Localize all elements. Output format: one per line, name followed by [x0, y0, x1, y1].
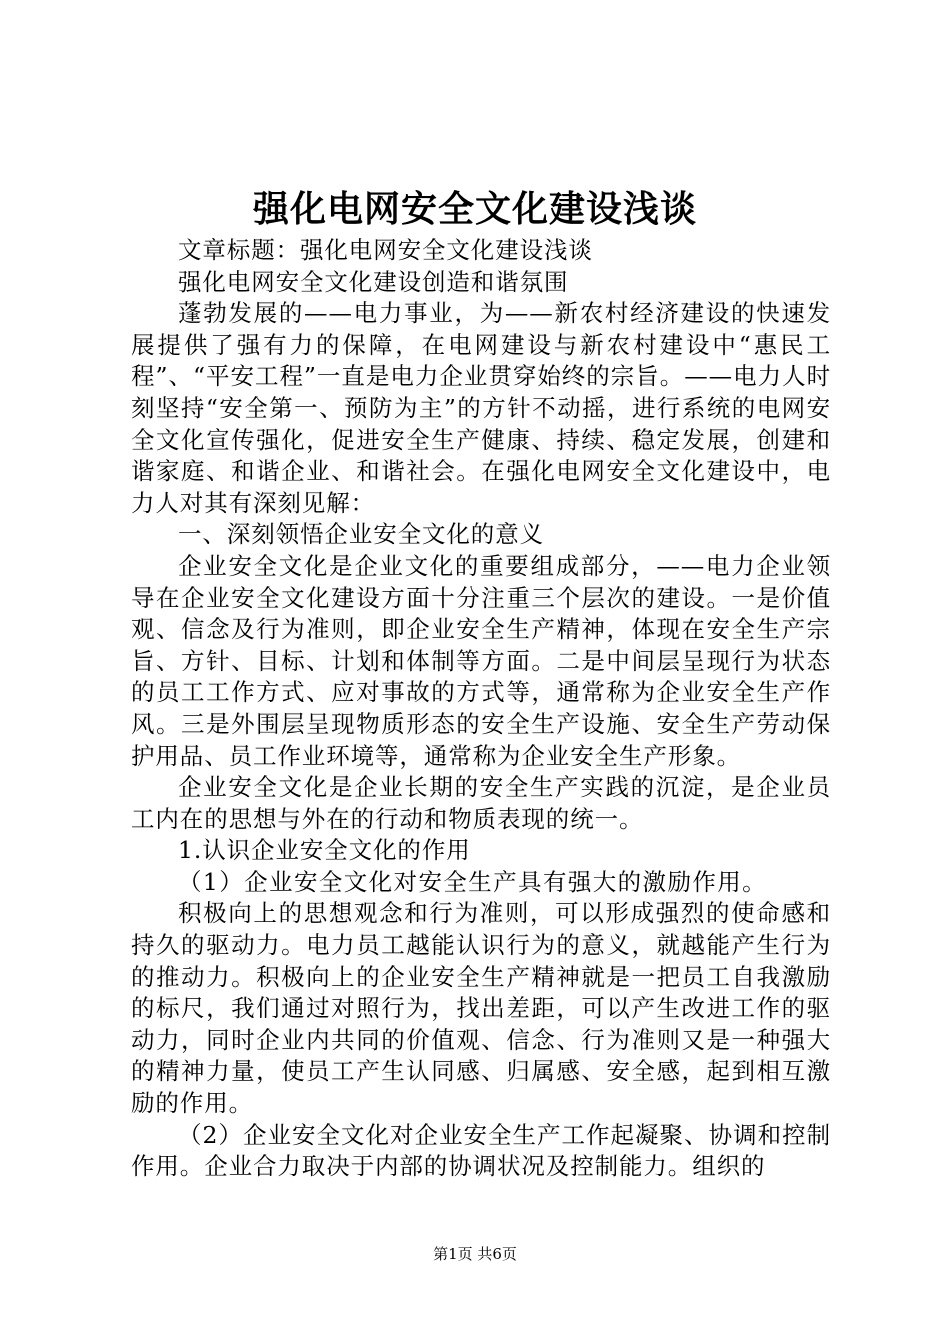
document-body — [131, 235, 831, 1183]
body-paragraph: 企业安全文化是企业文化的重要组成部分，——电力企业领导在企业安全文化建设方面十分注重三个层次的建设。一是价值观、信念及行为准则，即企业安全生产精神，体现在安全生产宗旨、方针、目标、计划和体制等方面。二是中间层呈现行为状态的员工工作方式、应对事故的方式等，通常称为企业安全生产作风。三是外围层呈现物质形态的安全生产设施、安全生产劳动保护用品、员工作业环境等，通常称为企业安全生产形象。 — [131, 551, 831, 770]
body-paragraph: 积极向上的思想观念和行为准则，可以形成强烈的使命感和持久的驱动力。电力员工越能认识行为的意义，就越能产生行为的推动力。积极向上的企业安全生产精神就是一把员工自我激励的标尺，我们通过对照行为，找出差距，可以产生改进工作的驱动力，同时企业内共同的价值观、信念、行为准则又是一种强大的精神力量，使员工产生认同感、归属感、安全感，起到相互激励的作用。 — [131, 899, 831, 1118]
page-number-footer: 第1页 共6页 — [433, 1245, 517, 1263]
article-title-line: 文章标题：强化电网安全文化建设浅谈 — [178, 236, 593, 264]
section-heading: 一、深刻领悟企业安全文化的意义 — [178, 520, 544, 549]
list-item-heading: （1）企业安全文化对安全生产具有强大的激励作用。 — [178, 867, 768, 896]
body-paragraph: （2）企业安全文化对企业安全生产工作起凝聚、协调和控制作用。企业合力取决于内部的协调状况及控制能力。组织的 — [131, 1120, 831, 1181]
body-paragraph: 蓬勃发展的——电力事业，为——新农村经济建设的快速发展提供了强有力的保障，在电网建设与新农村建设中“惠民工程”、“平安工程”一直是电力企业贯穿始终的宗旨。——电力人时刻坚持“安全第一、预防为主”的方针不动摇，进行系统的电网安全文化宣传强化，促进安全生产健康、持续、稳定发展，创建和谐家庭、和谐企业、和谐社会。在强化电网安全文化建设中，电力人对其有深刻见解： — [131, 299, 831, 517]
subsection-heading: 1.认识企业安全文化的作用 — [178, 836, 471, 865]
document-title: 强化电网安全文化建设浅谈 — [252, 188, 697, 230]
body-paragraph: 企业安全文化是企业长期的安全生产实践的沉淀，是企业员工内在的思想与外在的行动和物质表现的统一。 — [131, 773, 831, 833]
subtitle-line: 强化电网安全文化建设创造和谐氛围 — [178, 267, 569, 296]
